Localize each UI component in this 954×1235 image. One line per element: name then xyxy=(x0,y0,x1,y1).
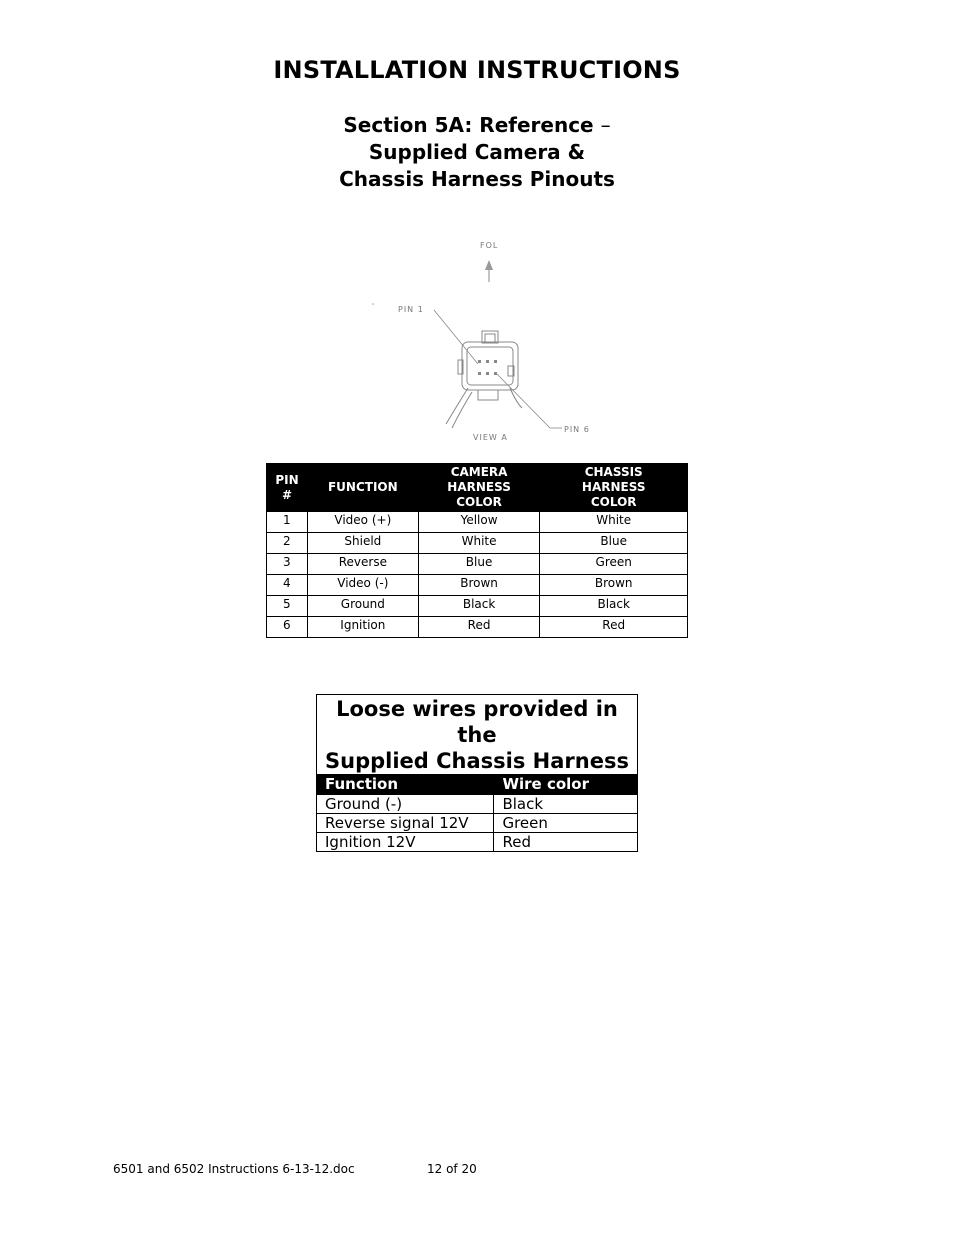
table-row xyxy=(267,554,688,575)
wire-color-cell: Red xyxy=(494,833,638,852)
diagram-label-pin6: PIN 6 xyxy=(564,425,590,434)
chassis-color-cell: Red xyxy=(540,617,688,638)
table-row xyxy=(267,512,688,533)
pinout-header-row xyxy=(267,464,688,512)
function-cell: Ground (-) xyxy=(317,795,494,814)
connector-shape xyxy=(446,331,522,428)
chassis-color-cell: White xyxy=(540,512,688,533)
camera-color-cell: Brown xyxy=(418,575,540,596)
pin-cell: 1 xyxy=(267,512,308,533)
pinout-header-camera: CAMERA HARNESS COLOR xyxy=(418,464,540,512)
section-heading xyxy=(300,112,654,193)
table-row xyxy=(317,814,638,833)
function-cell: Reverse xyxy=(307,554,418,575)
wire-color-cell: Green xyxy=(494,814,638,833)
up-arrow-icon xyxy=(485,260,493,282)
chassis-color-cell: Brown xyxy=(540,575,688,596)
table-row xyxy=(267,575,688,596)
camera-color-cell: White xyxy=(418,533,540,554)
diagram-label-view: VIEW A xyxy=(473,433,508,442)
function-cell: Video (+) xyxy=(307,512,418,533)
section-heading-line2: Supplied Camera & xyxy=(368,140,586,164)
table-row xyxy=(317,833,638,852)
table-row xyxy=(317,795,638,814)
table-row xyxy=(267,596,688,617)
connector-diagram xyxy=(360,236,610,446)
section-heading-line1: Section 5A: Reference xyxy=(343,113,594,137)
pinout-header-function: FUNCTION xyxy=(307,464,418,512)
pin-cell: 4 xyxy=(267,575,308,596)
diagram-label-pin1: PIN 1 xyxy=(398,305,424,314)
chassis-color-cell: Green xyxy=(540,554,688,575)
function-cell: Ground xyxy=(307,596,418,617)
camera-color-cell: Blue xyxy=(418,554,540,575)
function-cell: Reverse signal 12V xyxy=(317,814,494,833)
pin-cell: 6 xyxy=(267,617,308,638)
loose-wires-header-function: Function xyxy=(317,775,494,795)
loose-wires-header-wire-color: Wire color xyxy=(494,775,638,795)
chassis-color-cell: Black xyxy=(540,596,688,617)
diagram-label-fol: FOL xyxy=(480,241,499,250)
function-cell: Video (-) xyxy=(307,575,418,596)
pin-cell: 3 xyxy=(267,554,308,575)
chassis-color-cell: Blue xyxy=(540,533,688,554)
function-cell: Ignition xyxy=(307,617,418,638)
pin-cell: 2 xyxy=(267,533,308,554)
function-cell: Ignition 12V xyxy=(317,833,494,852)
footer-document-name: 6501 and 6502 Instructions 6-13-12.doc xyxy=(113,1162,355,1176)
pinout-table xyxy=(266,463,688,638)
table-row xyxy=(267,617,688,638)
function-cell: Shield xyxy=(307,533,418,554)
footer-page-number: 12 of 20 xyxy=(427,1162,477,1176)
connector-pins xyxy=(478,360,497,375)
table-row xyxy=(267,533,688,554)
pinout-header-chassis: CHASSIS HARNESS COLOR xyxy=(540,464,688,512)
camera-color-cell: Black xyxy=(418,596,540,617)
loose-wires-header-row xyxy=(317,775,638,795)
camera-color-cell: Red xyxy=(418,617,540,638)
wire-color-cell: Black xyxy=(494,795,638,814)
page-title: INSTALLATION INSTRUCTIONS xyxy=(273,56,681,84)
section-heading-dash: – xyxy=(600,113,611,137)
loose-wires-caption: Loose wires provided in the Supplied Chassis Harness xyxy=(317,695,638,775)
loose-wires-table xyxy=(316,694,638,852)
camera-color-cell: Yellow xyxy=(418,512,540,533)
pinout-header-pin: PIN # xyxy=(267,464,308,512)
pin-cell: 5 xyxy=(267,596,308,617)
section-heading-line3: Chassis Harness Pinouts xyxy=(339,167,615,191)
